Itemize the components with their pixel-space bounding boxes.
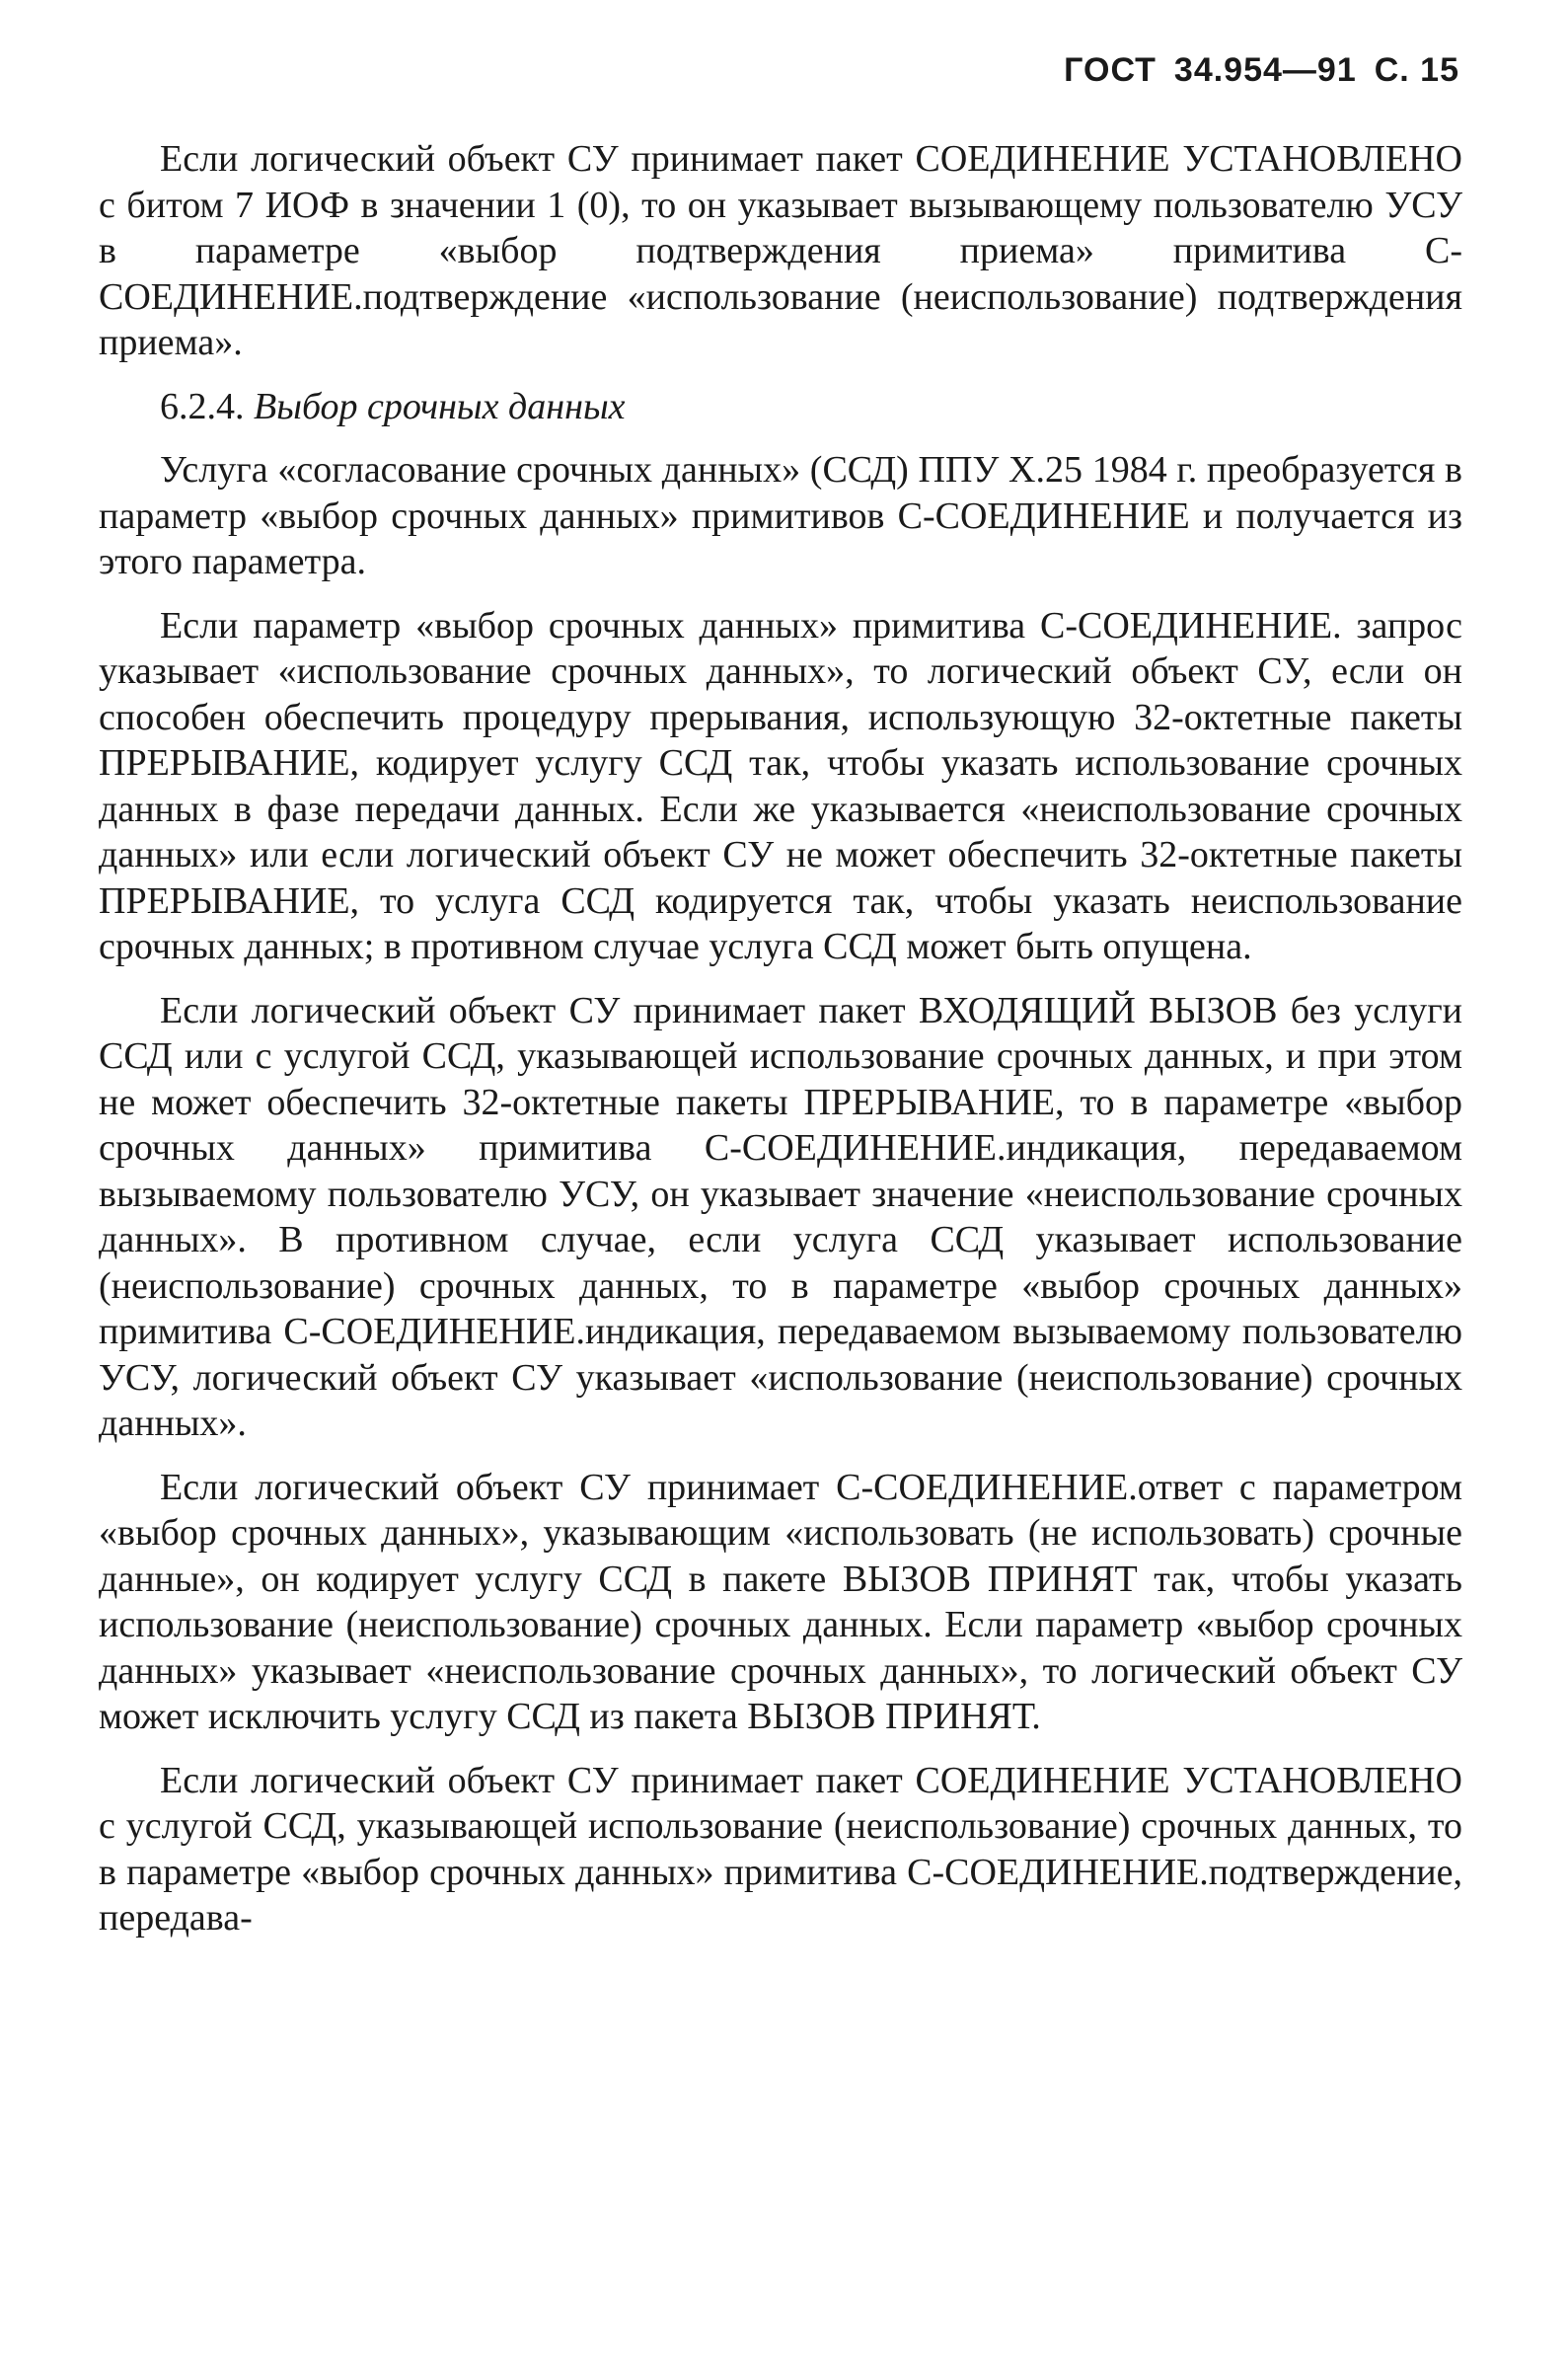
section-title: Выбор срочных данных — [254, 385, 626, 427]
page-number: С. 15 — [1374, 51, 1459, 89]
paragraph-6: Если логический объект СУ принимает пакет СОЕДИНЕНИЕ УСТАНОВЛЕНО с услугой ССД, указывающей использование (неиспользование) срочных данных, то в параметре «выбор срочных данных» примитива С-СОЕДИНЕНИЕ.подтверждение, передава- — [99, 1759, 1462, 1939]
paragraph-1: Если логический объект СУ принимает пакет СОЕДИНЕНИЕ УСТАНОВЛЕНО с битом 7 ИОФ в значении 1 (0), то он указывает вызывающему пользователю УСУ в параметре «выбор подтверждения приема» примитива С-СОЕДИНЕНИЕ.подтверждение «использование (неиспользование) подтверждения приема». — [99, 138, 1462, 363]
section-heading — [99, 384, 1462, 430]
page-header — [1064, 51, 1459, 90]
paragraph-2: Услуга «согласование срочных данных» (ССД) ППУ Х.25 1984 г. преобразуется в параметр «выбор срочных данных» примитивов С-СОЕДИНЕНИЕ и получается из этого параметра. — [99, 449, 1462, 582]
standard-number: 34.954—91 — [1173, 51, 1357, 89]
document-body — [99, 136, 1462, 1959]
paragraph-3: Если параметр «выбор срочных данных» примитива С-СОЕДИНЕНИЕ. запрос указывает «использование срочных данных», то логический объект СУ, если он способен обеспечить процедуру прерывания, использующую 32-октетные пакеты ПРЕРЫВАНИЕ, кодирует услугу ССД так, чтобы указать использование срочных данных в фазе передачи данных. Если же указывается «неиспользование срочных данных» или если логический объект СУ не может обеспечить 32-октетные пакеты ПРЕРЫВАНИЕ, то услуга ССД кодируется так, чтобы указать неиспользование срочных данных; в противном случае услуга ССД может быть опущена. — [99, 604, 1462, 967]
section-number: 6.2.4. — [160, 385, 245, 427]
standard-label: ГОСТ — [1064, 51, 1157, 89]
paragraph-4: Если логический объект СУ принимает пакет ВХОДЯЩИЙ ВЫЗОВ без услуги ССД или с услугой ССД, указывающей использование срочных данных, и при этом не может обеспечить 32-октетные пакеты ПРЕРЫВАНИЕ, то в параметре «выбор срочных данных» примитива С-СОЕДИНЕНИЕ.индикация, передаваемом вызываемому пользователю УСУ, он указывает значение «неиспользование срочных данных». В противном случае, если услуга ССД указывает использование (неиспользование) срочных данных, то в параметре «выбор срочных данных» примитива С-СОЕДИНЕНИЕ.индикация, передаваемом вызываемому пользователю УСУ, логический объект СУ указывает «использование (неиспользование) срочных данных». — [99, 989, 1462, 1444]
paragraph-5: Если логический объект СУ принимает С-СОЕДИНЕНИЕ.ответ с параметром «выбор срочных данных», указывающим «использовать (не использовать) срочные данные», он кодирует услугу ССД в пакете ВЫЗОВ ПРИНЯТ так, чтобы указать использование (неиспользование) срочных данных. Если параметр «выбор срочных данных» указывает «неиспользование срочных данных», то логический объект СУ может исключить услугу ССД из пакета ВЫЗОВ ПРИНЯТ. — [99, 1466, 1462, 1737]
